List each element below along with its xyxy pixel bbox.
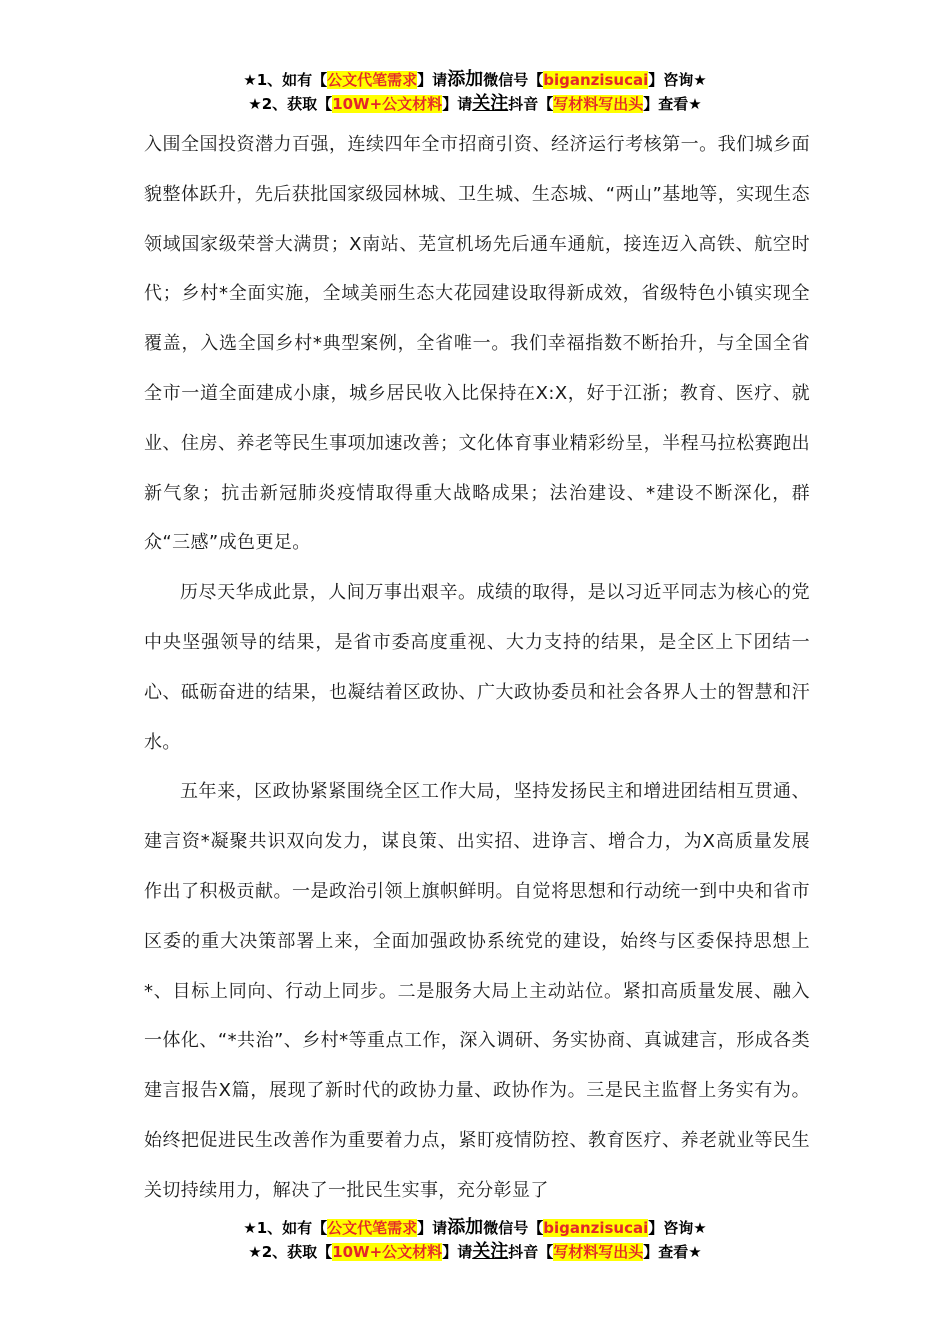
banner-text: ★1、如有【 <box>243 71 328 89</box>
highlight-text: 公文代笔需求 <box>327 1219 418 1237</box>
banner-line-1 <box>0 1216 950 1240</box>
banner-text: 抖音【 <box>508 1243 554 1261</box>
banner-text: 】请 <box>442 1243 473 1261</box>
banner-text: 】咨询★ <box>648 1219 707 1237</box>
banner-text: 】请 <box>417 1219 448 1237</box>
banner-line-2 <box>0 1240 950 1264</box>
banner-text: 】咨询★ <box>648 71 707 89</box>
emphasis-text: 关注 <box>472 93 509 114</box>
banner-text: 微信号【 <box>483 1219 544 1237</box>
banner-text: 】查看★ <box>643 95 702 113</box>
banner-line-1 <box>0 68 950 92</box>
banner-line-2 <box>0 92 950 116</box>
banner-text: 】请 <box>417 71 448 89</box>
emphasis-text: 关注 <box>472 1241 509 1262</box>
highlight-text: 10W+公文材料 <box>332 95 443 113</box>
banner-text: ★2、获取【 <box>248 1243 333 1261</box>
header-banner <box>0 68 950 116</box>
wechat-id: biganzisucai <box>543 1219 649 1237</box>
banner-text: ★2、获取【 <box>248 95 333 113</box>
banner-text: 】请 <box>442 95 473 113</box>
banner-text: 】查看★ <box>643 1243 702 1261</box>
emphasis-text: 添加 <box>447 69 484 90</box>
banner-text: 微信号【 <box>483 71 544 89</box>
footer-banner <box>0 1216 950 1264</box>
paragraph: 历尽天华成此景，人间万事出艰辛。成绩的取得，是以习近平同志为核心的党中央坚强领导的结果，是省市委高度重视、大力支持的结果，是全区上下团结一心、砥砺奋进的结果，也凝结着区政协、广大政协委员和社会各界人士的智慧和汗水。 <box>144 582 810 753</box>
douyin-account: 写材料写出头 <box>553 95 644 113</box>
emphasis-text: 添加 <box>447 1217 484 1238</box>
paragraph: 入围全国投资潜力百强，连续四年全市招商引资、经济运行考核第一。我们城乡面貌整体跃升，先后获批国家级园林城、卫生城、生态城、“两山”基地等，实现生态领域国家级荣誉大满贯；X南站、芜宣机场先后通车通航，接连迈入高铁、航空时代；乡村*全面实施，全域美丽生态大花园建设取得新成效，省级特色小镇实现全覆盖，入选全国乡村*典型案例，全省唯一。我们幸福指数不断抬升，与全国全省全市一道全面建成小康，城乡居民收入比保持在X:X，好于江浙；教育、医疗、就业、住房、养老等民生事项加速改善；文化体育事业精彩纷呈，半程马拉松赛跑出新气象；抗击新冠肺炎疫情取得重大战略成果；法治建设、*建设不断深化，群众“三感”成色更足。 <box>144 134 810 554</box>
highlight-text: 公文代笔需求 <box>327 71 418 89</box>
banner-text: ★1、如有【 <box>243 1219 328 1237</box>
douyin-account: 写材料写出头 <box>553 1243 644 1261</box>
paragraph: 五年来，区政协紧紧围绕全区工作大局，坚持发扬民主和增进团结相互贯通、建言资*凝聚共识双向发力，谋良策、出实招、进诤言、增合力，为X高质量发展作出了积极贡献。一是政治引领上旗帜鲜明。自觉将思想和行动统一到中央和省市区委的重大决策部署上来，全面加强政协系统党的建设，始终与区委保持思想上*、目标上同向、行动上同步。二是服务大局上主动站位。紧扣高质量发展、融入一体化、“*共治”、乡村*等重点工作，深入调研、务实协商、真诚建言，形成各类建言报告X篇，展现了新时代的政协力量、政协作为。三是民主监督上务实有为。始终把促进民生改善作为重要着力点，紧盯疫情防控、教育医疗、养老就业等民生关切持续用力，解决了一批民生实事，充分彰显了 <box>144 781 810 1201</box>
highlight-text: 10W+公文材料 <box>332 1243 443 1261</box>
wechat-id: biganzisucai <box>543 71 649 89</box>
document-body <box>144 120 810 1216</box>
banner-text: 抖音【 <box>508 95 554 113</box>
